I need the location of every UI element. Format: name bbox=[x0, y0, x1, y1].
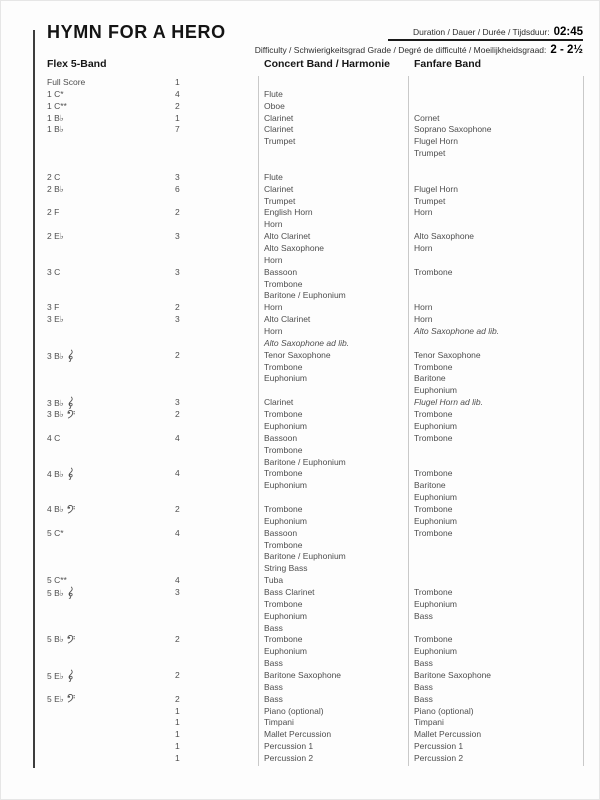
table-row bbox=[0, 302, 600, 314]
treble-clef-icon bbox=[67, 349, 74, 362]
table-row bbox=[0, 184, 600, 196]
table-row bbox=[0, 717, 600, 729]
fanfare-band-instrument: Percussion 1 bbox=[414, 741, 464, 752]
bass-clef-icon bbox=[67, 409, 75, 419]
column-header-flex-band: Flex 5-Band bbox=[47, 58, 107, 70]
part-quantity: 1 bbox=[175, 705, 180, 716]
table-row bbox=[0, 646, 600, 658]
table-row bbox=[0, 551, 600, 563]
concert-band-instrument: Euphonium bbox=[264, 610, 308, 621]
fanfare-band-instrument: Flugel Horn bbox=[414, 183, 458, 194]
part-quantity: 1 bbox=[175, 717, 180, 728]
part-quantity: 4 bbox=[175, 575, 180, 586]
concert-band-instrument: Baritone / Euphonium bbox=[264, 290, 346, 301]
spacer-row bbox=[0, 160, 600, 172]
fanfare-band-instrument: Euphonium bbox=[414, 420, 458, 431]
concert-band-instrument: Trombone bbox=[264, 598, 303, 609]
concert-band-instrument: Trombone bbox=[264, 634, 303, 645]
column-header-fanfare-band: Fanfare Band bbox=[414, 58, 482, 70]
part-quantity: 2 bbox=[175, 207, 180, 218]
concert-band-instrument: Tuba bbox=[264, 575, 284, 586]
table-row bbox=[0, 113, 600, 125]
table-row bbox=[0, 599, 600, 611]
concert-band-instrument: Baritone Saxophone bbox=[264, 669, 342, 680]
fanfare-band-instrument: Alto Saxophone bbox=[414, 231, 475, 242]
table-row bbox=[0, 362, 600, 374]
duration-label: Duration / Dauer / Durée / Tijdsduur: bbox=[413, 27, 550, 37]
fanfare-band-instrument: Euphonium bbox=[414, 385, 458, 396]
table-row bbox=[0, 504, 600, 516]
table-row bbox=[0, 634, 600, 646]
table-row bbox=[0, 433, 600, 445]
flex-part-label: 3 B♭ bbox=[47, 409, 75, 421]
part-quantity: 3 bbox=[175, 171, 180, 182]
part-quantity: 4 bbox=[175, 527, 180, 538]
table-row bbox=[0, 563, 600, 575]
table-row bbox=[0, 397, 600, 409]
concert-band-instrument: Horn bbox=[264, 219, 283, 230]
part-quantity: 1 bbox=[175, 112, 180, 123]
concert-band-instrument: Alto Clarinet bbox=[264, 314, 311, 325]
difficulty-value: 2 - 2½ bbox=[550, 44, 583, 56]
instrumentation-table bbox=[0, 77, 600, 765]
part-quantity: 2 bbox=[175, 669, 180, 680]
concert-band-instrument: Trombone bbox=[264, 444, 303, 455]
flex-part-label: 4 B♭ bbox=[47, 504, 75, 516]
fanfare-band-instrument: Soprano Saxophone bbox=[414, 124, 492, 135]
flex-part-label: 2 C bbox=[47, 171, 61, 182]
table-row bbox=[0, 753, 600, 765]
concert-band-instrument: Clarinet bbox=[264, 124, 294, 135]
table-row bbox=[0, 148, 600, 160]
table-row bbox=[0, 231, 600, 243]
page-title: HYMN FOR A HERO bbox=[47, 22, 226, 42]
fanfare-band-instrument: Tenor Saxophone bbox=[414, 349, 481, 360]
fanfare-band-instrument: Horn bbox=[414, 314, 433, 325]
table-row bbox=[0, 172, 600, 184]
duration-value: 02:45 bbox=[553, 26, 583, 38]
part-quantity: 3 bbox=[175, 231, 180, 242]
part-quantity: 2 bbox=[175, 409, 180, 420]
table-row bbox=[0, 243, 600, 255]
part-quantity: 4 bbox=[175, 88, 180, 99]
fanfare-band-instrument: Baritone Saxophone bbox=[414, 669, 492, 680]
table-row bbox=[0, 409, 600, 421]
concert-band-instrument: Mallet Percussion bbox=[264, 729, 332, 740]
treble-clef-icon bbox=[67, 586, 74, 599]
concert-band-instrument: Bass bbox=[264, 681, 283, 692]
concert-band-instrument: Euphonium bbox=[264, 480, 308, 491]
part-quantity: 1 bbox=[175, 77, 180, 87]
concert-band-instrument: Clarinet bbox=[264, 112, 294, 123]
table-row bbox=[0, 741, 600, 753]
table-row bbox=[0, 611, 600, 623]
table-row bbox=[0, 457, 600, 469]
concert-band-instrument: Alto Clarinet bbox=[264, 231, 311, 242]
treble-clef-icon bbox=[67, 669, 74, 682]
flex-part-label: 4 B♭ bbox=[47, 468, 74, 481]
difficulty-line bbox=[255, 44, 583, 56]
table-row bbox=[0, 136, 600, 148]
concert-band-instrument: Trombone bbox=[264, 503, 303, 514]
table-row bbox=[0, 516, 600, 528]
fanfare-band-instrument: Trombone bbox=[414, 586, 453, 597]
table-row bbox=[0, 101, 600, 113]
concert-band-instrument: Trumpet bbox=[264, 195, 296, 206]
fanfare-band-instrument: Euphonium bbox=[414, 515, 458, 526]
fanfare-band-instrument: Cornet bbox=[414, 112, 440, 123]
concert-band-instrument: English Horn bbox=[264, 207, 313, 218]
table-row bbox=[0, 528, 600, 540]
part-quantity: 2 bbox=[175, 302, 180, 313]
fanfare-band-instrument: Baritone bbox=[414, 480, 446, 491]
table-row bbox=[0, 124, 600, 136]
flex-part-label: 5 C* bbox=[47, 527, 64, 538]
fanfare-band-instrument: Horn bbox=[414, 207, 433, 218]
part-quantity: 3 bbox=[175, 586, 180, 597]
concert-band-instrument: Bassoon bbox=[264, 266, 298, 277]
flex-part-label: 2 E♭ bbox=[47, 231, 64, 242]
part-quantity: 4 bbox=[175, 468, 180, 479]
table-row bbox=[0, 587, 600, 599]
concert-band-instrument: Euphonium bbox=[264, 420, 308, 431]
concert-band-instrument: Trombone bbox=[264, 361, 303, 372]
concert-band-instrument: Euphonium bbox=[264, 373, 308, 384]
part-quantity: 1 bbox=[175, 729, 180, 740]
table-row bbox=[0, 89, 600, 101]
concert-band-instrument: Oboe bbox=[264, 100, 285, 111]
table-row bbox=[0, 492, 600, 504]
part-quantity: 2 bbox=[175, 503, 180, 514]
treble-clef-icon bbox=[67, 467, 74, 480]
concert-band-instrument: Trombone bbox=[264, 409, 303, 420]
part-quantity: 3 bbox=[175, 314, 180, 325]
concert-band-instrument: Euphonium bbox=[264, 646, 308, 657]
fanfare-band-instrument: Bass bbox=[414, 681, 433, 692]
treble-clef-icon bbox=[67, 396, 74, 409]
flex-part-label: 5 C** bbox=[47, 575, 67, 586]
fanfare-band-instrument: Piano (optional) bbox=[414, 705, 474, 716]
table-row bbox=[0, 385, 600, 397]
table-row bbox=[0, 706, 600, 718]
flex-part-label: 3 E♭ bbox=[47, 314, 64, 325]
flex-part-label: 4 C bbox=[47, 432, 61, 443]
concert-band-instrument: Horn bbox=[264, 326, 283, 337]
table-row bbox=[0, 575, 600, 587]
concert-band-instrument: Bass Clarinet bbox=[264, 586, 315, 597]
fanfare-band-instrument: Flugel Horn ad lib. bbox=[414, 397, 483, 408]
table-row bbox=[0, 658, 600, 670]
duration-underline-rule bbox=[388, 39, 583, 41]
part-quantity: 2 bbox=[175, 634, 180, 645]
fanfare-band-instrument: Euphonium bbox=[414, 492, 458, 503]
table-row bbox=[0, 623, 600, 635]
concert-band-instrument: Tenor Saxophone bbox=[264, 349, 331, 360]
column-header-concert-band: Concert Band / Harmonie bbox=[264, 58, 391, 70]
concert-band-instrument: Euphonium bbox=[264, 515, 308, 526]
part-quantity: 2 bbox=[175, 349, 180, 360]
concert-band-instrument: Bassoon bbox=[264, 432, 298, 443]
table-row bbox=[0, 77, 600, 89]
flex-part-label: 3 B♭ bbox=[47, 397, 74, 410]
bass-clef-icon bbox=[67, 504, 75, 514]
flex-part-label: 3 C bbox=[47, 266, 61, 277]
part-quantity: 7 bbox=[175, 124, 180, 135]
table-row bbox=[0, 255, 600, 267]
concert-band-instrument: Trumpet bbox=[264, 136, 296, 147]
table-row bbox=[0, 682, 600, 694]
flex-part-label: 2 B♭ bbox=[47, 183, 64, 194]
part-quantity: 2 bbox=[175, 100, 180, 111]
fanfare-band-instrument: Trombone bbox=[414, 409, 453, 420]
flex-part-label: 5 E♭ bbox=[47, 670, 74, 683]
part-quantity: 3 bbox=[175, 266, 180, 277]
fanfare-band-instrument: Bass bbox=[414, 658, 433, 669]
fanfare-band-instrument: Bass bbox=[414, 610, 433, 621]
fanfare-band-instrument: Euphonium bbox=[414, 646, 458, 657]
table-row bbox=[0, 373, 600, 385]
flex-part-label: 1 B♭ bbox=[47, 112, 64, 123]
concert-band-instrument: Horn bbox=[264, 302, 283, 313]
part-quantity: 1 bbox=[175, 741, 180, 752]
concert-band-instrument: Flute bbox=[264, 88, 283, 99]
fanfare-band-instrument: Flugel Horn bbox=[414, 136, 458, 147]
table-row bbox=[0, 314, 600, 326]
flex-part-label: 5 E♭ bbox=[47, 694, 75, 706]
concert-band-instrument: Clarinet bbox=[264, 397, 294, 408]
part-quantity: 4 bbox=[175, 432, 180, 443]
fanfare-band-instrument: Trombone bbox=[414, 266, 453, 277]
concert-band-instrument: Clarinet bbox=[264, 183, 294, 194]
table-row bbox=[0, 480, 600, 492]
concert-band-instrument: Baritone / Euphonium bbox=[264, 551, 346, 562]
table-row bbox=[0, 421, 600, 433]
table-row bbox=[0, 196, 600, 208]
concert-band-instrument: Alto Saxophone bbox=[264, 243, 325, 254]
table-row bbox=[0, 219, 600, 231]
table-row bbox=[0, 350, 600, 362]
concert-band-instrument: Bass bbox=[264, 658, 283, 669]
part-quantity: 2 bbox=[175, 693, 180, 704]
fanfare-band-instrument: Trumpet bbox=[414, 195, 446, 206]
concert-band-instrument: String Bass bbox=[264, 563, 308, 574]
table-row bbox=[0, 207, 600, 219]
fanfare-band-instrument: Horn bbox=[414, 243, 433, 254]
flex-part-label: 3 F bbox=[47, 302, 60, 313]
flex-part-label: 1 C** bbox=[47, 100, 67, 111]
fanfare-band-instrument: Trombone bbox=[414, 503, 453, 514]
table-row bbox=[0, 279, 600, 291]
table-row bbox=[0, 445, 600, 457]
concert-band-instrument: Trombone bbox=[264, 278, 303, 289]
table-row bbox=[0, 468, 600, 480]
concert-band-instrument: Baritone / Euphonium bbox=[264, 456, 346, 467]
table-row bbox=[0, 729, 600, 741]
part-quantity: 3 bbox=[175, 397, 180, 408]
concert-band-instrument: Percussion 1 bbox=[264, 741, 314, 752]
flex-part-label: 1 B♭ bbox=[47, 124, 64, 135]
table-row bbox=[0, 694, 600, 706]
concert-band-instrument: Bassoon bbox=[264, 527, 298, 538]
concert-band-instrument: Bass bbox=[264, 693, 283, 704]
concert-band-instrument: Trombone bbox=[264, 468, 303, 479]
flex-part-label: 2 F bbox=[47, 207, 60, 218]
flex-part-label: 3 B♭ bbox=[47, 350, 74, 363]
concert-band-instrument: Flute bbox=[264, 171, 283, 182]
concert-band-instrument: Piano (optional) bbox=[264, 705, 324, 716]
concert-band-instrument: Trombone bbox=[264, 539, 303, 550]
flex-part-label: Full Score bbox=[47, 77, 86, 87]
concert-band-instrument: Alto Saxophone ad lib. bbox=[264, 337, 350, 348]
fanfare-band-instrument: Trombone bbox=[414, 634, 453, 645]
part-quantity: 6 bbox=[175, 183, 180, 194]
fanfare-band-instrument: Baritone bbox=[414, 373, 446, 384]
fanfare-band-instrument: Trombone bbox=[414, 468, 453, 479]
difficulty-label: Difficulty / Schwierigkeitsgrad Grade / Degré de difficulté / Moeilijkheidsgraad: bbox=[254, 45, 547, 55]
concert-band-instrument: Percussion 2 bbox=[264, 752, 314, 763]
table-row bbox=[0, 338, 600, 350]
fanfare-band-instrument: Timpani bbox=[414, 717, 444, 728]
flex-part-label: 1 C* bbox=[47, 88, 64, 99]
duration-line bbox=[413, 26, 583, 38]
table-row bbox=[0, 267, 600, 279]
fanfare-band-instrument: Euphonium bbox=[414, 598, 458, 609]
table-row bbox=[0, 670, 600, 682]
part-quantity: 1 bbox=[175, 752, 180, 763]
table-row bbox=[0, 540, 600, 552]
fanfare-band-instrument: Trombone bbox=[414, 361, 453, 372]
table-row bbox=[0, 290, 600, 302]
fanfare-band-instrument: Bass bbox=[414, 693, 433, 704]
fanfare-band-instrument: Horn bbox=[414, 302, 433, 313]
fanfare-band-instrument: Mallet Percussion bbox=[414, 729, 482, 740]
bass-clef-icon bbox=[67, 693, 75, 703]
fanfare-band-instrument: Alto Saxophone ad lib. bbox=[414, 326, 500, 337]
flex-part-label: 5 B♭ bbox=[47, 634, 75, 646]
concert-band-instrument: Horn bbox=[264, 254, 283, 265]
fanfare-band-instrument: Trombone bbox=[414, 527, 453, 538]
fanfare-band-instrument: Trumpet bbox=[414, 148, 446, 159]
concert-band-instrument: Timpani bbox=[264, 717, 294, 728]
table-row bbox=[0, 326, 600, 338]
fanfare-band-instrument: Trombone bbox=[414, 432, 453, 443]
flex-part-label: 5 B♭ bbox=[47, 587, 74, 600]
fanfare-band-instrument: Percussion 2 bbox=[414, 752, 464, 763]
bass-clef-icon bbox=[67, 634, 75, 644]
concert-band-instrument: Bass bbox=[264, 622, 283, 633]
